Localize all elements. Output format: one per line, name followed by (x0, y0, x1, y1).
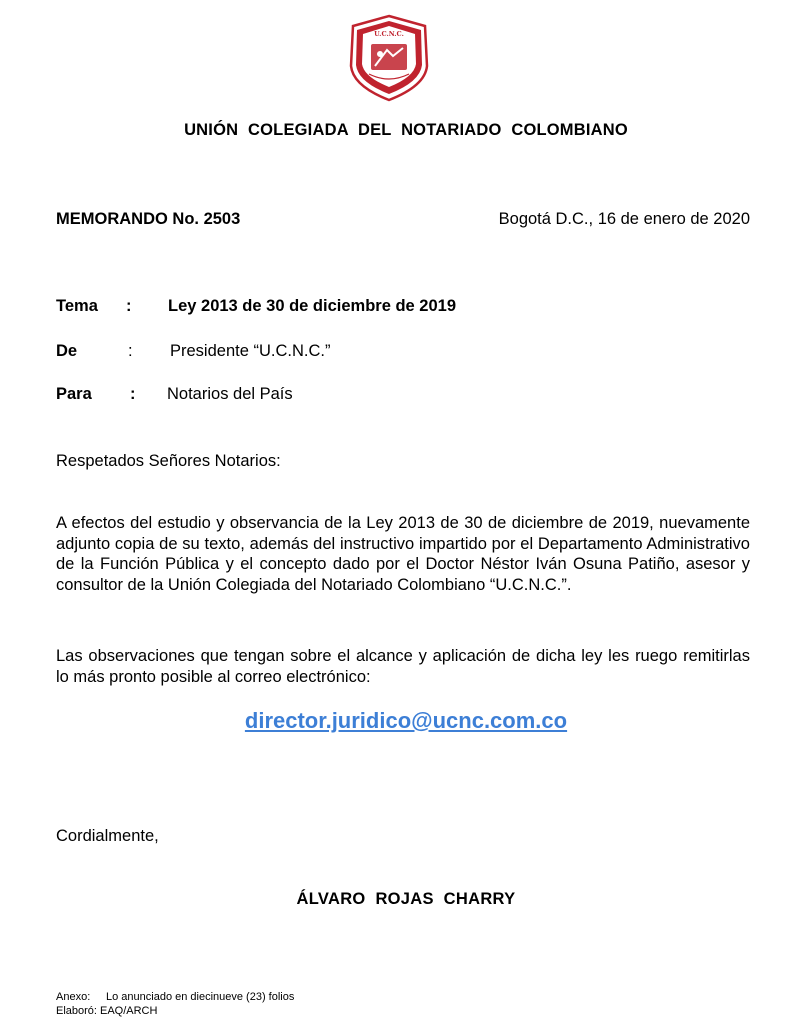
logo-text: U.C.N.C. (374, 30, 404, 38)
tema-colon: : (126, 297, 132, 315)
signer-name: ÁLVARO ROJAS CHARRY (296, 890, 516, 908)
elaboro-label: Elaboró: (56, 1005, 97, 1017)
de-value: Presidente “U.C.N.C.” (170, 342, 331, 360)
ucnc-logo-emblem (347, 14, 431, 102)
meta-row-para (0, 385, 812, 407)
body-paragraph-2: Las observaciones que tengan sobre el alcance y aplicación de dicha ley les ruego remitirlas lo más pronto posible al correo electrónico: (56, 647, 750, 686)
footer-elaboro (56, 1004, 294, 1018)
para-value: Notarios del País (167, 385, 293, 403)
memo-number: MEMORANDO No. 2503 (56, 210, 241, 228)
meta-row-de (0, 342, 812, 364)
para-colon: : (130, 385, 136, 403)
organization-title: UNIÓN COLEGIADA DEL NOTARIADO COLOMBIANO (184, 121, 628, 139)
tema-value: Ley 2013 de 30 de diciembre de 2019 (168, 297, 457, 315)
anexo-value: Lo anunciado en diecinueve (23) folios (106, 991, 295, 1003)
de-label: De (56, 342, 78, 360)
body-paragraph-1: A efectos del estudio y observancia de la Ley 2013 de 30 de diciembre de 2019, nuevamente adjunto copia de su texto, además del instructivo impartido por el Departamento Administrativo de la Función Pública y el concepto dado por el Doctor Néstor Iván Osuna Patiño, asesor y consultor de la Unión Colegiada del Notariado Colombiano “U.C.N.C.”. (56, 514, 750, 594)
footer (56, 990, 294, 1018)
de-colon: : (128, 342, 133, 360)
closing: Cordialmente, (56, 827, 159, 845)
elaboro-value: EAQ/ARCH (99, 1005, 158, 1017)
tema-label: Tema (56, 297, 98, 315)
memo-place-date: Bogotá D.C., 16 de enero de 2020 (498, 210, 750, 228)
para-label: Para (56, 385, 92, 403)
salutation: Respetados Señores Notarios: (56, 452, 281, 470)
email-link[interactable]: director.juridico@ucnc.com.co (244, 708, 568, 733)
anexo-label: Anexo: (56, 991, 91, 1003)
footer-anexo (56, 990, 294, 1004)
meta-row-tema (0, 297, 812, 319)
